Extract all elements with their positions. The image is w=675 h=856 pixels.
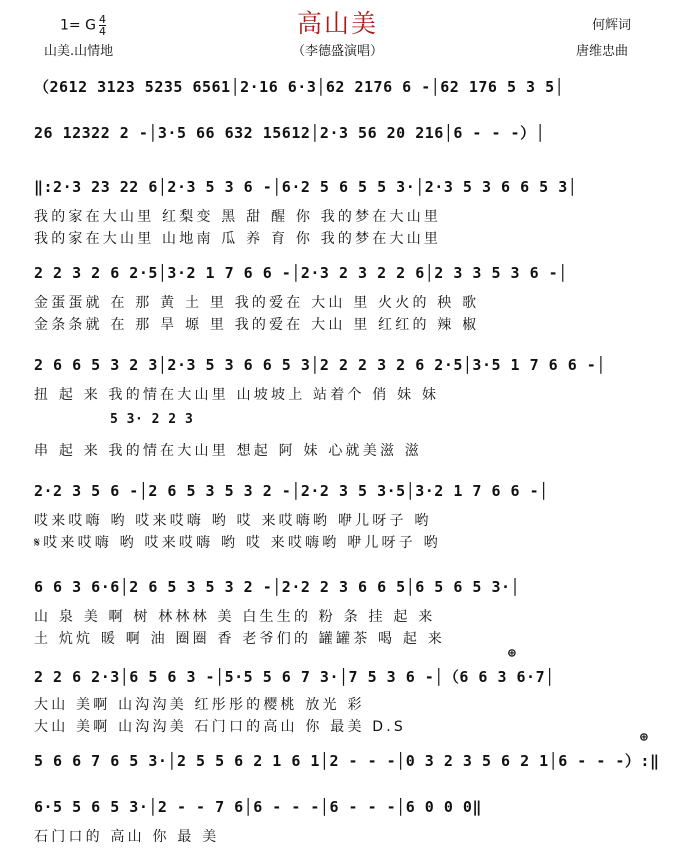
lyric-line: 大山 美啊 山沟沟美 石门口的高山 你 最美 D.S [34,719,407,735]
lyric-line: 石门口的 高山 你 最 美 [34,829,220,845]
notation-row: 26 12322 2 -│3·5 66 632 15612│2·3 56 20 216│6 - - -）│ [34,124,546,142]
notation-row: 2 2 6 2·3│6 5 6 3 -│5·5 5 6 7 3·│7 5 3 6 -│（6 6 3 6·7│ [34,668,555,686]
lyric-line: 山 泉 美 啊 树 林林林 美 白生生的 粉 条 挂 起 来 [34,609,436,625]
lyric-line: 大山 美啊 山沟沟美 红彤彤的樱桃 放光 彩 [34,697,365,713]
time-signature: $\frac{4}{4}$ [98,13,106,38]
extra-notation: ⊕ [508,646,517,661]
notation-row: 6 6 3 6·6│2 6 5 3 5 3 2 -│2·2 2 3 6 6 5│6 5 6 5 3·│ [34,578,521,596]
lyric-line: 土 炕炕 暖 啊 油 圈圈 香 老爷们的 罐罐茶 喝 起 来 [34,631,445,647]
tagline: 山美.山情地 [44,44,114,59]
extra-notation: 5 3· 2 2 3 [110,412,194,427]
lyricist: 何辉词 [592,18,632,33]
lyric-line: 我的家在大山里 红梨变 黑 甜 醒 你 我的梦在大山里 [34,209,442,225]
lyric-line: 串 起 来 我的情在大山里 想起 阿 妹 心就美滋 滋 [34,443,423,459]
lyric-line: 金条条就 在 那 旱 塬 里 我的爱在 大山 里 红红的 辣 椒 [34,317,480,333]
lyric-line: 我的家在大山里 山地南 瓜 养 育 你 我的梦在大山里 [34,231,442,247]
lyric-line: 𝄋哎来哎嗨 哟 哎来哎嗨 哟 哎 来哎嗨哟 咿儿呀子 哟 [34,535,441,551]
notation-row: 2·2 3 5 6 -│2 6 5 3 5 3 2 -│2·2 3 5 3·5│3·2 1 7 6 6 -│ [34,482,549,500]
notation-row: 5 6 6 7 6 5 3·│2 5 5 6 2 1 6 1│2 - - -│0 3 2 3 5 6 2 1│6 - - -）:‖ [34,752,660,770]
notation-row: ‖:2·3 23 22 6│2·3 5 3 6 -│6·2 5 6 5 5 3·│2·3 5 3 6 6 5 3│ [34,178,578,196]
lyric-line: 扭 起 来 我的情在大山里 山坡坡上 站着个 俏 妹 妹 [34,387,440,403]
notation-row: 2 2 3 2 6 2·5│3·2 1 7 6 6 -│2·3 2 3 2 2 6│2 3 3 5 3 6 -│ [34,264,568,282]
composer: 唐维忠曲 [576,44,629,59]
song-title: 高山美 [296,9,378,38]
lyric-line: 哎来哎嗨 哟 哎来哎嗨 哟 哎 来哎嗨哟 咿儿呀子 哟 [34,513,432,529]
notation-row: 2 6 6 5 3 2 3│2·3 5 3 6 6 5 3│2 2 2 3 2 6 2·5│3·5 1 7 6 6 -│ [34,356,606,374]
extra-notation: ⊕ [640,730,649,745]
notation-row: 6·5 5 6 5 3·│2 - - 7 6│6 - - -│6 - - -│6 0 0 0‖ [34,798,482,816]
key-signature: 1= G $\frac{4}{4}$ [60,13,106,38]
lyric-line: 金蛋蛋就 在 那 黄 土 里 我的爱在 大山 里 火火的 秧 歌 [34,295,480,311]
notation-row: （2612 3123 5235 6561│2·16 6·3│62 2176 6 -│62 176 5 3 5│ [34,78,565,96]
singer-subtitle: （李德盛演唱） [291,44,383,59]
